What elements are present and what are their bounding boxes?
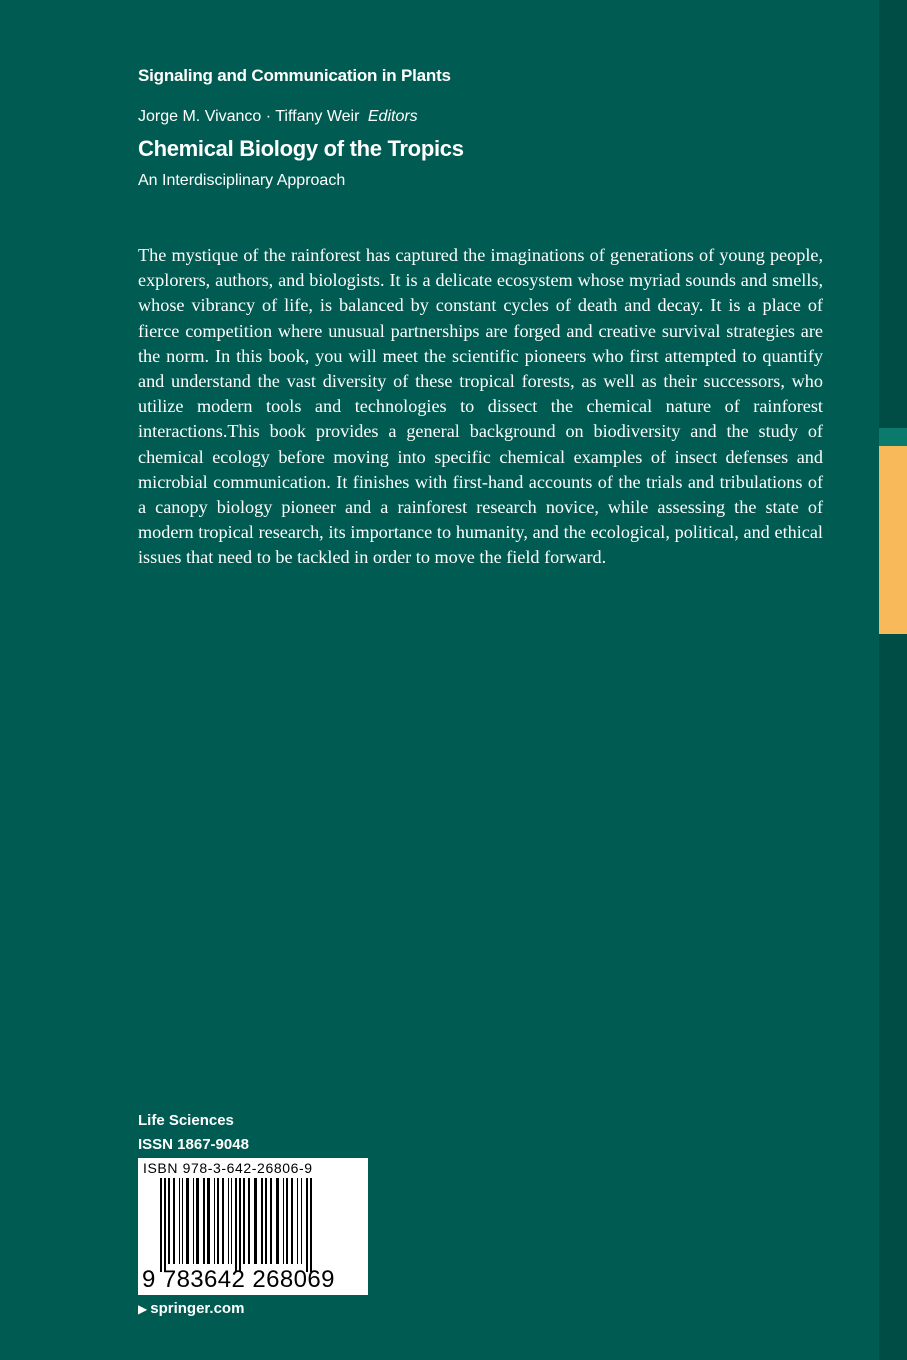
spine-green-tab <box>879 428 907 446</box>
isbn-label: ISBN 978-3-642-26806-9 <box>143 1160 313 1176</box>
book-subtitle: An Interdisciplinary Approach <box>138 172 346 189</box>
triangle-right-icon: ▶ <box>138 1302 148 1316</box>
book-description: The mystique of the rainforest has captured the imaginations of generations of young people, explorers, authors, and biologists. It is a delicate ecosystem whose myriad sounds and smells, whose vibrancy of life, is balanced by constant cycles of death and decay. It is a place of fierce competition where unusual partnerships are forged and creative survival strategies are the norm. In this book, you will meet the scientific pioneers who first attempted to quantify and understand the vast diversity of these tropical forests, as well as their successors, who utilize modern tools and technologies to dissect the chemical nature of rainforest interactions.This book provides a general background on biodiversity and the study of chemical ecology before moving into specific chemical examples of insect defenses and microbial communication. It finishes with first-hand accounts of the trials and tribulations of a canopy biology pioneer and a rainforest research novice, while assessing the state of modern tropical research, its importance to humanity, and the ecological, political, and ethical issues that need to be tackled in order to move the field forward. <box>138 245 823 568</box>
issn-number: ISSN 1867-9048 <box>138 1136 249 1153</box>
series-title: Signaling and Communication in Plants <box>138 66 451 85</box>
editor-names: Jorge M. Vivanco · Tiffany Weir <box>138 108 360 125</box>
book-spine <box>879 0 907 1360</box>
subject-category: Life Sciences <box>138 1112 234 1129</box>
publisher-link-text: springer.com <box>150 1300 245 1317</box>
editors-role: Editors <box>367 108 418 125</box>
book-title: Chemical Biology of the Tropics <box>138 136 464 161</box>
isbn-barcode <box>138 1158 368 1295</box>
spine-orange-tab <box>879 446 907 634</box>
barcode-digits: 9 783642 268069 <box>142 1266 335 1293</box>
publisher-link[interactable] <box>138 1300 244 1317</box>
editors-line <box>138 108 418 126</box>
